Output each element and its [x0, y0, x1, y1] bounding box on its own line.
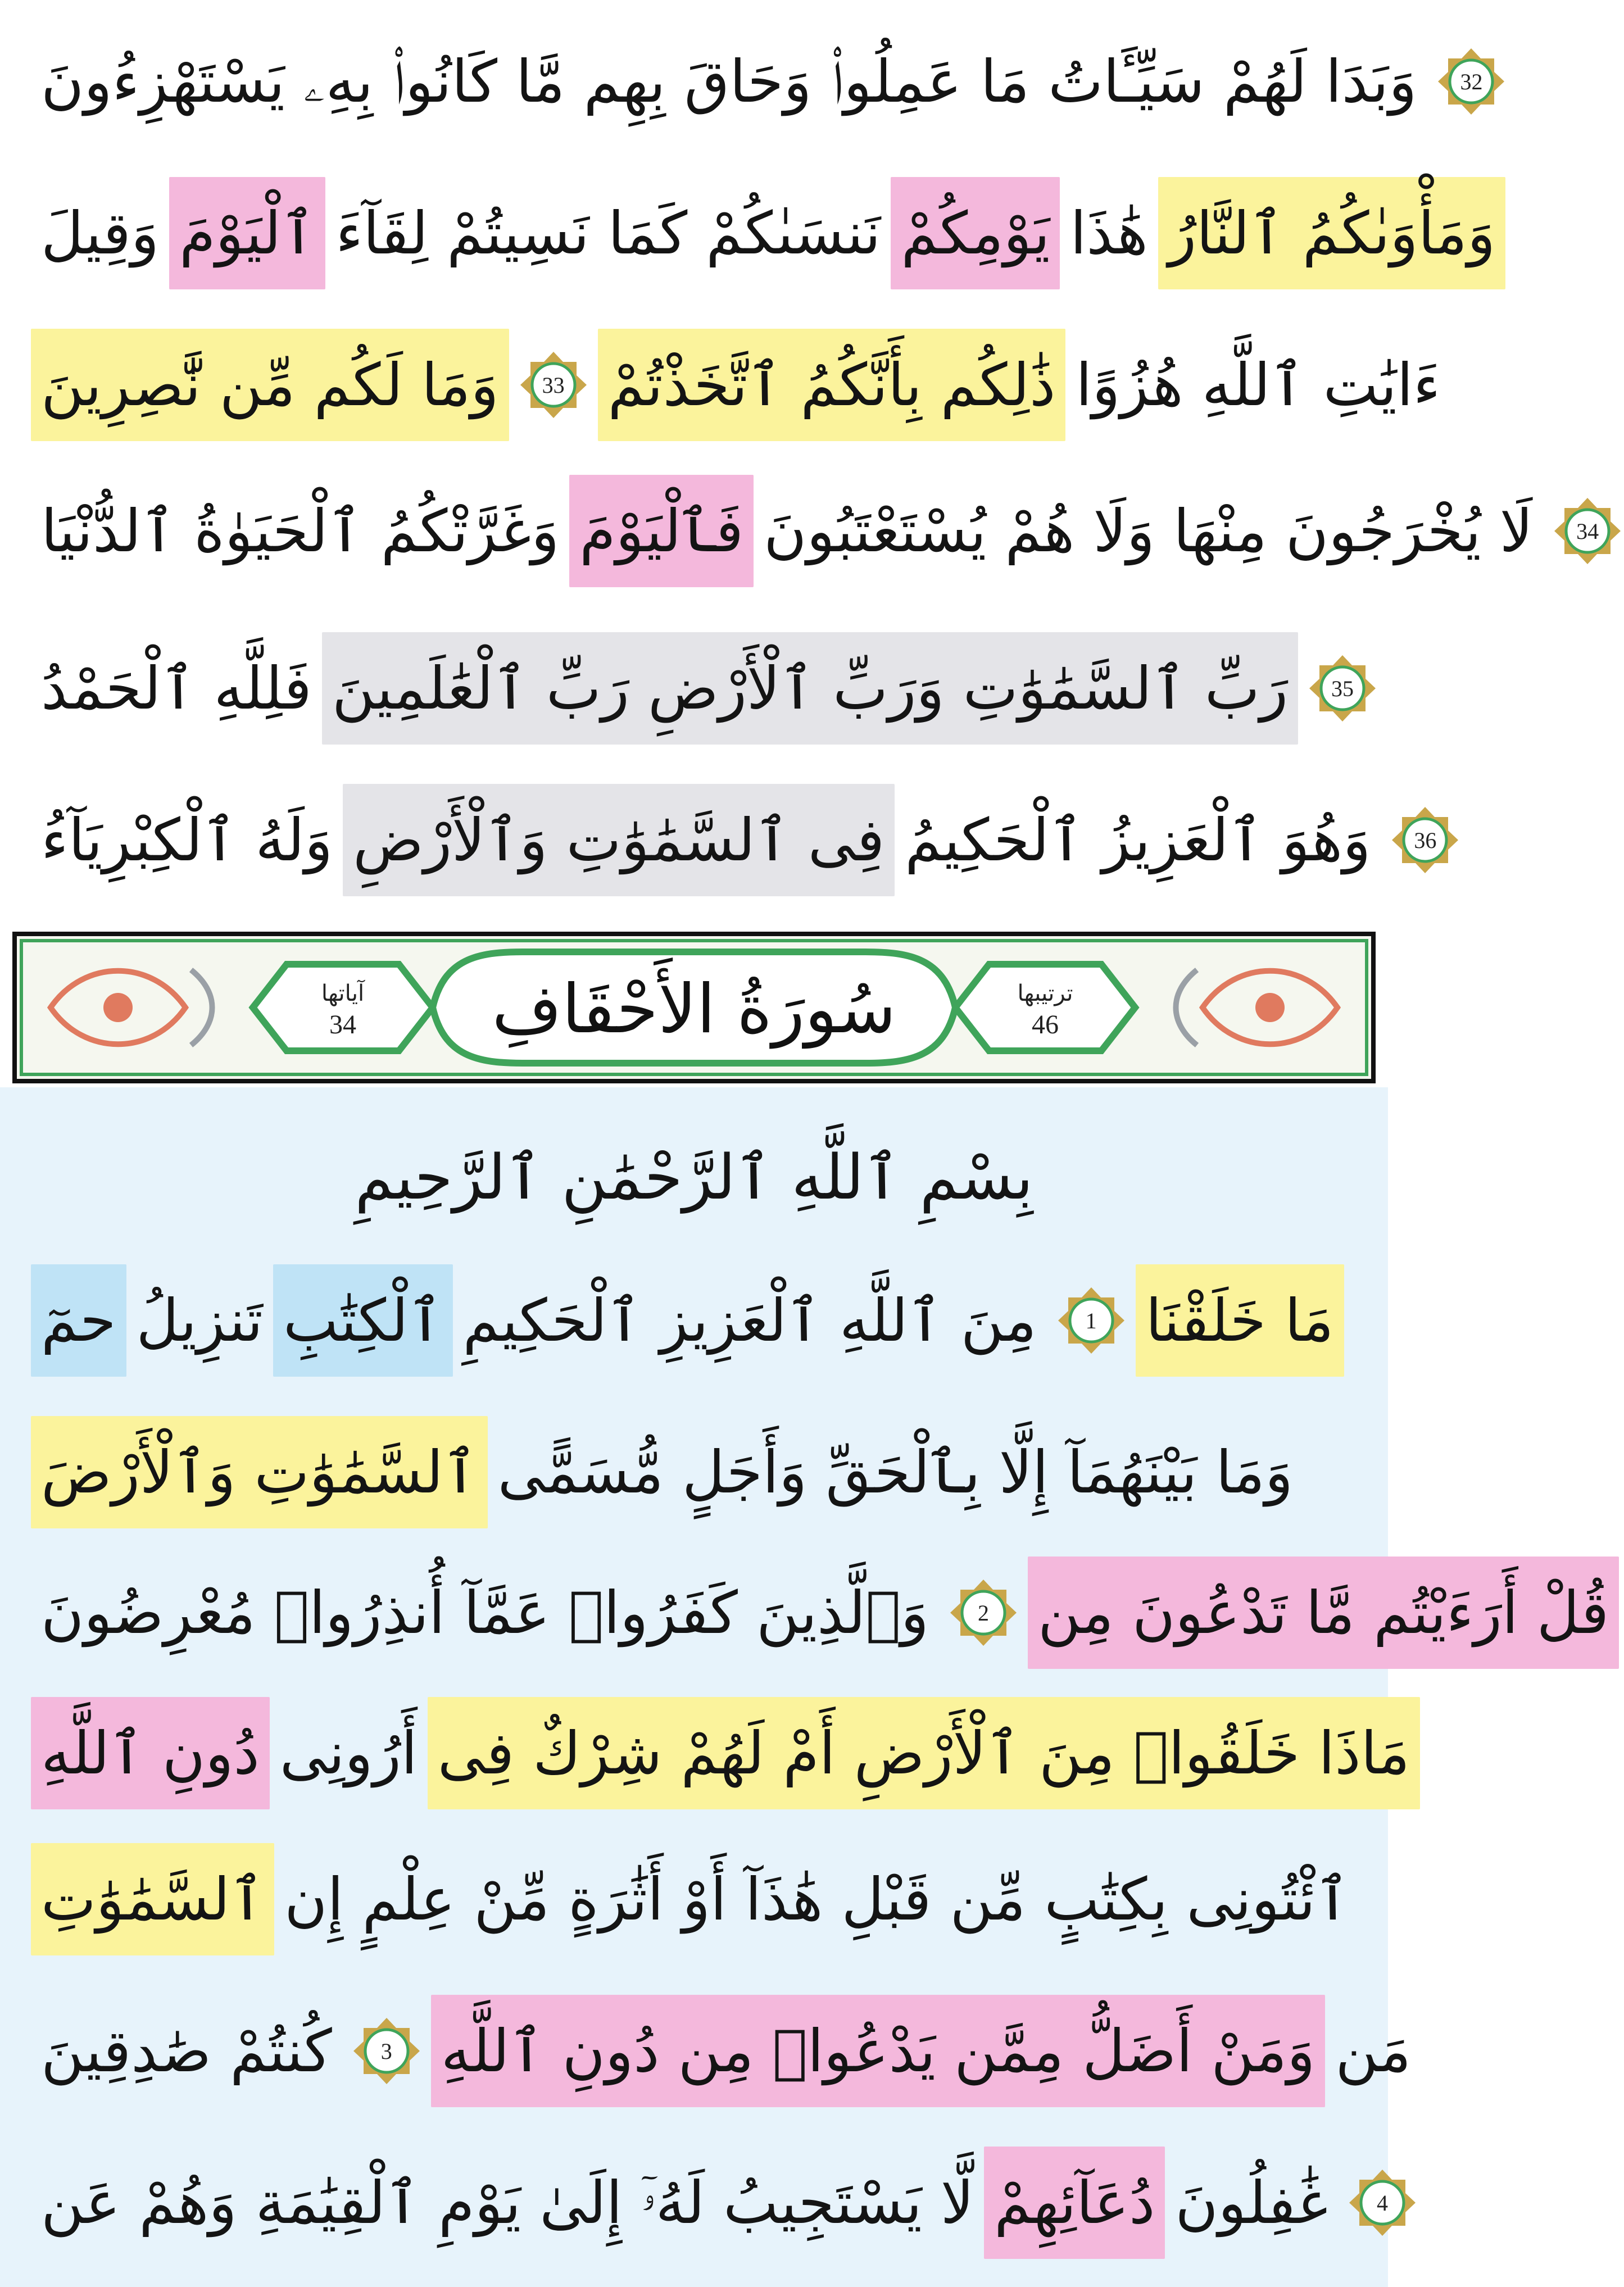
verse-text: مَن — [1335, 2017, 1412, 2085]
ayah-number-marker-icon — [350, 2014, 423, 2088]
highlighted-word-group: دُعَآئِهِمْ — [984, 2147, 1165, 2259]
highlighted-word-group: وَمَنْ أَضَلُّ مِمَّن يَدْعُوا۟ مِن دُونِ ٱللَّهِ — [431, 1995, 1326, 2107]
verse-line-1 — [31, 11, 1483, 152]
highlighted-word-group: ٱلسَّمَٰوَٰتِ وَٱلْأَرْضَ — [31, 1416, 488, 1528]
verse-text: وَقِيلَ — [41, 199, 160, 267]
ayah-number-marker-icon — [1435, 45, 1508, 118]
surah-header-banner — [12, 932, 1376, 1083]
verse-line-2 — [31, 163, 1496, 303]
surah-order-badge — [981, 970, 1110, 1049]
verse-line-4 — [31, 461, 1599, 601]
highlighted-word-group: فَٱلْيَوْمَ — [569, 475, 754, 587]
ayah-number-marker-icon — [1306, 652, 1379, 725]
verse-text: وَٱلَّذِينَ كَفَرُوا۟ عَمَّآ أُنذِرُوا۟ مُعْرِضُونَ — [41, 1578, 929, 1647]
highlighted-word-group: ٱلْيَوْمَ — [169, 177, 325, 289]
verse-text: غَٰفِلُونَ — [1175, 2168, 1328, 2237]
ayah-number: 33 — [542, 372, 565, 398]
verse-text: وَلَهُ ٱلْكِبْرِيَآءُ — [41, 806, 333, 874]
verse-line-5 — [31, 618, 1357, 759]
highlighted-word-group: ٱلسَّمَٰوَٰتِ — [31, 1843, 274, 1955]
ayah-number-marker-icon — [1551, 494, 1624, 568]
verse-text: وَهُوَ ٱلْعَزِيزُ ٱلْحَكِيمُ — [905, 806, 1371, 874]
verse-line-7 — [31, 1250, 1357, 1391]
ayah-number-marker-icon — [1055, 1284, 1128, 1357]
verse-line-13 — [31, 2132, 1388, 2273]
verse-text: وَغَرَّتْكُمُ ٱلْحَيَوٰةُ ٱلدُّنْيَا — [41, 497, 560, 565]
verse-text: فَلِلَّهِ ٱلْحَمْدُ — [41, 654, 312, 723]
ayah-number: 32 — [1460, 69, 1483, 94]
basmala: بِسْمِ ٱللَّهِ ٱلرَّحْمَٰنِ ٱلرَّحِيمِ — [355, 1141, 1033, 1213]
highlighted-word-group: دُونِ ٱللَّهِ — [31, 1697, 270, 1809]
verse-text: مِنَ ٱللَّهِ ٱلْعَزِيزِ ٱلْحَكِيمِ — [462, 1286, 1037, 1355]
surah-title: سُورَةُ الأَحْقَافِ — [492, 970, 896, 1049]
highlighted-word-group: مَاذَا خَلَقُوا۟ مِنَ ٱلْأَرْضِ أَمْ لَهُمْ شِرْكٌ فِى — [428, 1697, 1420, 1809]
verse-text: هَٰذَا — [1070, 199, 1148, 267]
ayah-number-marker-icon — [517, 348, 590, 421]
ayah-number-marker-icon — [947, 1576, 1020, 1649]
verse-line-12 — [31, 1981, 1412, 2121]
ayah-number-marker-icon — [1389, 804, 1462, 877]
verse-text: نَنسَىٰكُمْ كَمَا نَسِيتُمْ لِقَآءَ — [335, 199, 881, 267]
verse-text: لَا يُخْرَجُونَ مِنْهَا وَلَا هُمْ يُسْتَعْتَبُونَ — [764, 497, 1534, 565]
ayah-number-marker-icon — [1346, 2166, 1419, 2239]
highlighted-word-group: وَمَا لَكُم مِّن نَّٰصِرِينَ — [31, 329, 509, 441]
highlighted-word-group: قُلْ أَرَءَيْتُم مَّا تَدْعُونَ مِن — [1028, 1557, 1619, 1669]
highlighted-word-group: حمٓ — [31, 1264, 126, 1377]
verse-text: ءَايَٰتِ ٱللَّهِ هُزُوًا — [1076, 351, 1441, 419]
verse-text: وَبَدَا لَهُمْ سَيِّـَٔاتُ مَا عَمِلُوا۟ وَحَاقَ بِهِم مَّا كَانُوا۟ بِهِۦ يَسْتَهْزِءُونَ — [41, 47, 1417, 116]
ayah-number: 34 — [1576, 518, 1599, 544]
verse-text: تَنزِيلُ — [136, 1286, 263, 1355]
verse-text: وَمَا بَيْنَهُمَآ إِلَّا بِٱلْحَقِّ وَأَجَلٍ مُّسَمًّى — [497, 1438, 1294, 1506]
order-label: ترتيبها — [1017, 981, 1073, 1006]
verses-count-badge — [278, 970, 407, 1049]
verse-line-9 — [31, 1542, 1609, 1683]
verses-label: آياتها — [321, 981, 365, 1006]
verse-text: كُنتُمْ صَٰدِقِينَ — [41, 2017, 332, 2085]
verse-text: أَرُونِى — [279, 1719, 418, 1787]
ayah-number: 35 — [1331, 675, 1354, 701]
verse-line-3 — [31, 315, 1441, 455]
verse-line-8 — [31, 1402, 1357, 1542]
order-number: 46 — [1032, 1010, 1059, 1040]
ayah-number: 4 — [1376, 2190, 1388, 2216]
verse-line-6 — [31, 770, 1437, 910]
verse-line-10 — [31, 1683, 1410, 1823]
ayah-number: 2 — [978, 1600, 990, 1626]
highlighted-word-group: ذَٰلِكُم بِأَنَّكُمُ ٱتَّخَذْتُمْ — [598, 329, 1066, 441]
highlighted-word-group: وَمَأْوَىٰكُمُ ٱلنَّارُ — [1158, 177, 1505, 289]
ayah-number: 1 — [1085, 1308, 1097, 1333]
verse-line-11 — [31, 1829, 1357, 1970]
ayah-number: 36 — [1414, 827, 1437, 853]
highlighted-word-group: فِى ٱلسَّمَٰوَٰتِ وَٱلْأَرْضِ — [343, 784, 895, 896]
ayah-number: 3 — [380, 2038, 392, 2064]
verse-text: لَّا يَسْتَجِيبُ لَهُۥٓ إِلَىٰ يَوْمِ ٱلْقِيَٰمَةِ وَهُمْ عَن — [41, 2168, 974, 2237]
highlighted-word-group: مَا خَلَقْنَا — [1136, 1264, 1344, 1377]
highlighted-word-group: ٱلْكِتَٰبِ — [273, 1264, 453, 1377]
highlighted-word-group: يَوْمِكُمْ — [891, 177, 1060, 289]
verse-text: ٱئْتُونِى بِكِتَٰبٍ مِّن قَبْلِ هَٰذَآ أَوْ أَثَٰرَةٍ مِّنْ عِلْمٍ إِن — [284, 1865, 1350, 1934]
highlighted-word-group: رَبِّ ٱلسَّمَٰوَٰتِ وَرَبِّ ٱلْأَرْضِ رَبِّ ٱلْعَٰلَمِينَ — [322, 632, 1298, 745]
verses-number: 34 — [329, 1010, 356, 1040]
